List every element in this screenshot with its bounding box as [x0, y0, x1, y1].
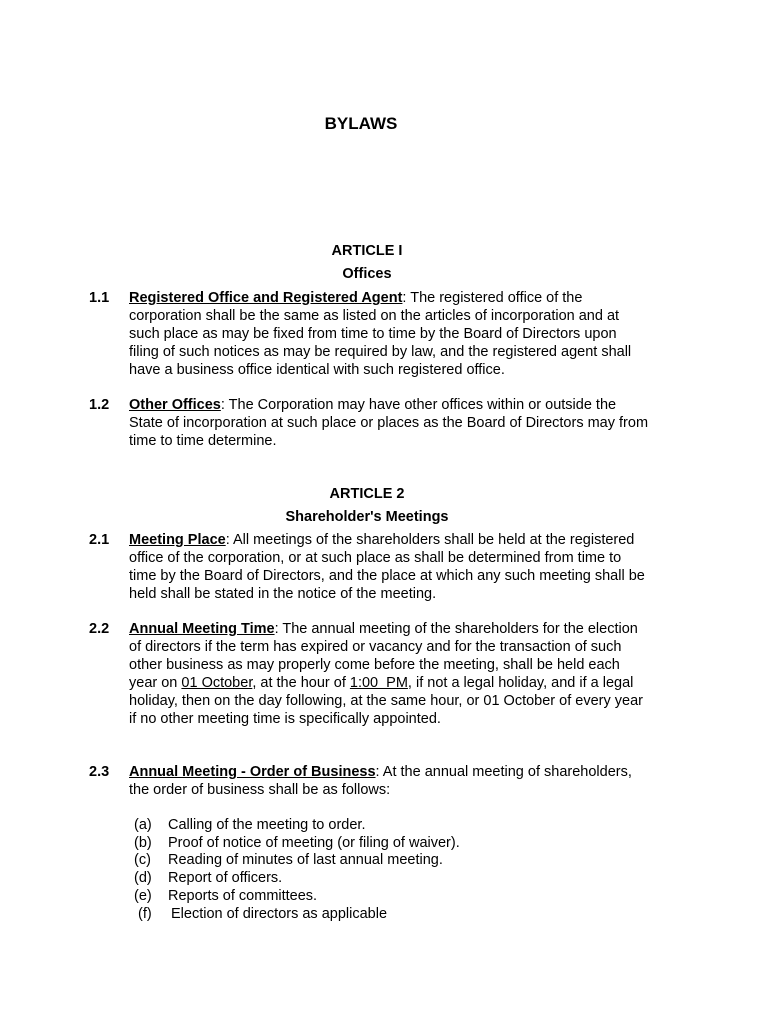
section-2-2 [89, 620, 649, 728]
section-text: , at the hour of [252, 675, 350, 691]
section-1-2 [89, 396, 649, 450]
section-number: 2.3 [89, 764, 110, 780]
section-body [129, 289, 649, 379]
list-marker: (f) [138, 905, 152, 922]
list-item-text: Proof of notice of meeting (or filing of waiver). [168, 834, 460, 851]
section-body [129, 396, 649, 450]
document-title: BYLAWS [324, 114, 398, 133]
section-number: 1.2 [89, 397, 110, 413]
section-text: : The registered office of the corporation shall be the same as listed on the articles of incorporation and at such place as may be fixed from time to time by the Board of Directors upon filing of such notices as may be required by law, and the registered agent shall have a business office identical with such registered office. [129, 290, 632, 378]
section-heading: Other Offices [129, 397, 221, 413]
list-item-text: Election of directors as applicable [171, 905, 388, 922]
list-marker: (d) [134, 870, 152, 887]
list-marker: (b) [134, 834, 152, 851]
section-heading: Meeting Place [129, 532, 226, 548]
section-2-1 [89, 531, 649, 603]
article-1-heading: ARTICLE I [331, 243, 403, 259]
section-text: : The annual meeting of the shareholders for the election of directors if the term has expired or vacancy and for the transaction of such other business as may properly come before the meeting, shall be held each year on [129, 621, 638, 691]
section-text: , if not a legal holiday, and if a legal holiday, then on the day following, at the same hour, or 01 October of every year if no other meeting time is specifically appointed. [129, 675, 643, 727]
article-2-subheading: Shareholder's Meetings [285, 509, 449, 525]
section-heading: Registered Office and Registered Agent [129, 290, 403, 306]
list-marker: (e) [134, 887, 152, 904]
list-item [134, 888, 634, 906]
list-item-text: Reading of minutes of last annual meeting. [168, 852, 443, 869]
list-item-text: Calling of the meeting to order. [168, 817, 366, 833]
section-body [129, 763, 649, 799]
section-text: : All meetings of the shareholders shall be held at the registered office of the corporation, or at such place as shall be determined from time to time by the Board of Directors, and the place at which any such meeting shall be held shall be stated in the notice of the meeting. [129, 532, 645, 602]
list-marker: (a) [134, 817, 152, 833]
order-of-business-list [134, 817, 634, 923]
list-item [134, 852, 634, 870]
section-number: 1.1 [89, 290, 110, 306]
article-1-subheading: Offices [342, 266, 392, 282]
meeting-date: 01 October [181, 675, 253, 691]
section-heading: Annual Meeting Time [129, 621, 275, 637]
section-text: : The Corporation may have other offices within or outside the State of incorporation at such place or places as the Board of Directors may from time to time determine. [129, 397, 649, 449]
section-text: : At the annual meeting of shareholders, the order of business shall be as follows: [129, 764, 632, 798]
section-number: 2.2 [89, 621, 110, 637]
section-body [129, 620, 649, 728]
list-item [134, 817, 634, 835]
list-marker: (c) [134, 852, 151, 869]
list-item-text: Report of officers. [168, 870, 283, 887]
meeting-time: 1:00 PM [349, 675, 408, 691]
list-item-text: Reports of committees. [168, 887, 318, 904]
list-item [134, 835, 634, 853]
section-body [129, 531, 649, 603]
section-number: 2.1 [89, 532, 110, 548]
article-2-heading: ARTICLE 2 [329, 486, 405, 502]
section-2-3 [89, 763, 649, 799]
list-item [138, 906, 634, 924]
list-item [134, 870, 634, 888]
section-1-1 [89, 289, 649, 379]
section-heading: Annual Meeting - Order of Business [129, 764, 376, 780]
